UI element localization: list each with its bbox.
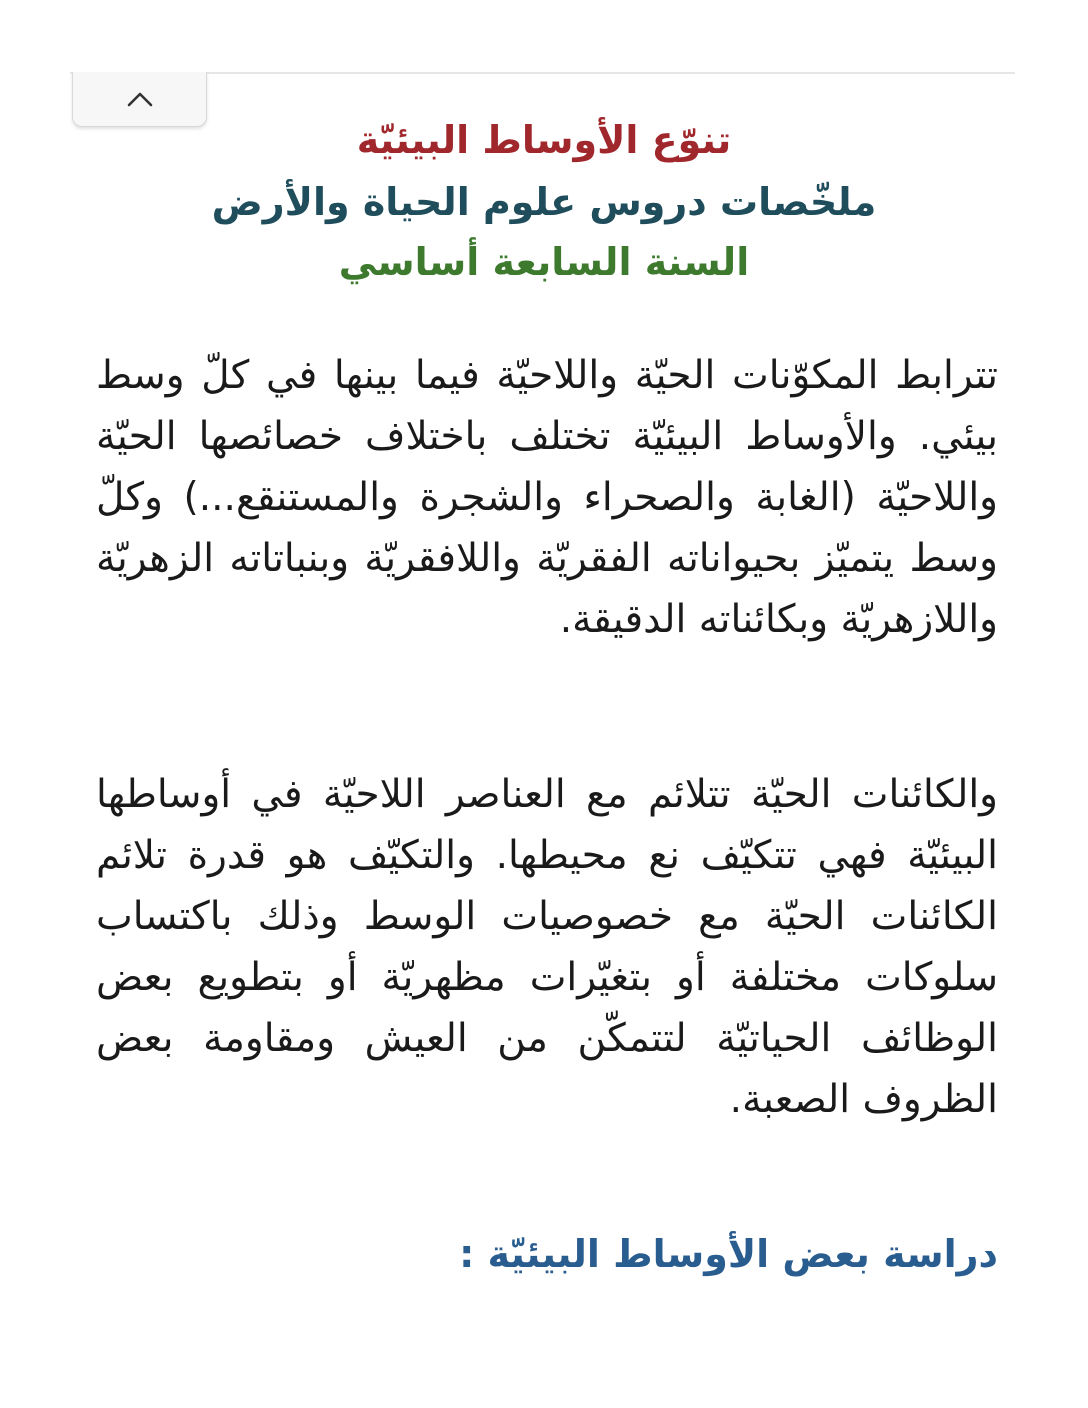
adaptation-paragraph: والكائنات الحيّة تتلائم مع العناصر اللاحيّة في أوساطها البيئيّة فهي تتكيّف نع محيطها. والتكيّف هو قدرة تلائم الكائنات الحيّة مع خصوصيات الوسط وذلك باكتساب سلوكات مختلفة أو بتغيّرات مظهريّة أو بتطويع بعض الوظائف الحياتيّة لتتمكّن من العيش ومقاومة بعض الظروف الصعبة. [96, 772, 998, 1122]
document-subject: ملخّصات دروس علوم الحياة والأرض [211, 180, 877, 224]
document-grade-level: السنة السابعة أساسي [338, 240, 750, 284]
top-divider [70, 72, 1015, 74]
section-heading: دراسة بعض الأوساط البيئيّة : [459, 1232, 998, 1276]
intro-paragraph: تترابط المكوّنات الحيّة واللاحيّة فيما بينها في كلّ وسط بيئي. والأوساط البيئيّة تختلف باختلاف خصائصها الحيّة واللاحيّة (الغابة والصحراء والشجرة والمستنقع...) وكلّ وسط يتميّز بحيواناته الفقريّة واللافقريّة وبنباتاته الزهريّة واللازهريّة وبكائناته الدقيقة. [96, 353, 998, 642]
chevron-up-icon [125, 90, 155, 108]
document-title: تنوّع الأوساط البيئيّة [356, 118, 732, 162]
